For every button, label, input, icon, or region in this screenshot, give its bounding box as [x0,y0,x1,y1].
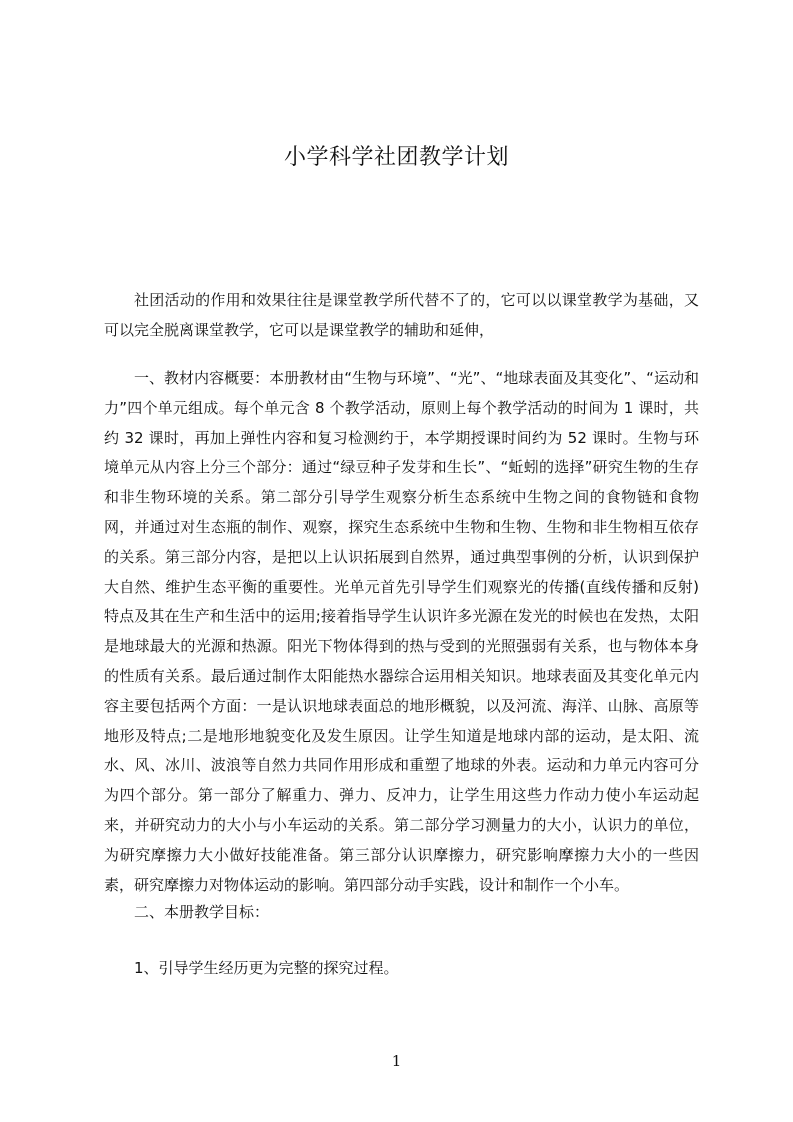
document-title: 小学科学社团教学计划 [283,145,509,170]
page-number: 1 [391,1052,402,1070]
goal-item-1: 1、引导学生经历更为完整的探究过程。 [134,959,399,977]
overview-paragraph: 一、教材内容概要：本册教材由“生物与环境”、“光”、“地球表面及其变化”、“运动和力”四个单元组成。每个单元含 8 个教学活动，原则上每个教学活动的时间为 1 课时，共约 32 课时，再加上弹性内容和复习检测约于，本学期授课时间约为 52 课时。生物与环境单元从内容上分三个部分：通过“绿豆种子发芽和生长”、“蚯蚓的选择”研究生物的生存和非生物环境的关系。第二部分引导学生观察分析生态系统中生物之间的食物链和食物网，并通过对生态瓶的制作、观察，探究生态系统中生物和生物、生物和非生物相互依存的关系。第三部分内容，是把以上认识拓展到自然界，通过典型事例的分析，认识到保护大自然、维护生态平衡的重要性。光单元首先引导学生们观察光的传播(直线传播和反射)特点及其在生产和生活中的运用;接着指导学生认识许多光源在发光的时候也在发热，太阳是地球最大的光源和热源。阳光下物体得到的热与受到的光照强弱有关系，也与物体本身的性质有关系。最后通过制作太阳能热水器综合运用相关知识。地球表面及其变化单元内容主要包括两个方面：一是认识地球表面总的地形概貌，以及河流、海洋、山脉、高原等地形及特点;二是地形地貌变化及发生原因。让学生知道是地球内部的运动，是太阳、流水、风、冰川、波浪等自然力共同作用形成和重塑了地球的外表。运动和力单元内容可分为四个部分。第一部分了解重力、弹力、反冲力，让学生用这些力作动力使小车运动起来，并研究动力的大小与小车运动的关系。第二部分学习测量力的大小，认识力的单位，为研究摩擦力大小做好技能准备。第三部分认识摩擦力，研究影响摩擦力大小的一些因素，研究摩擦力对物体运动的影响。第四部分动手实践，设计和制作一个小车。 [104,369,699,894]
goals-heading: 二、本册教学目标： [134,903,270,921]
intro-paragraph: 社团活动的作用和效果往往是课堂教学所代替不了的，它可以以课堂教学为基础，又可以完全脱离课堂教学，它可以是课堂教学的辅助和延伸， [104,291,699,339]
